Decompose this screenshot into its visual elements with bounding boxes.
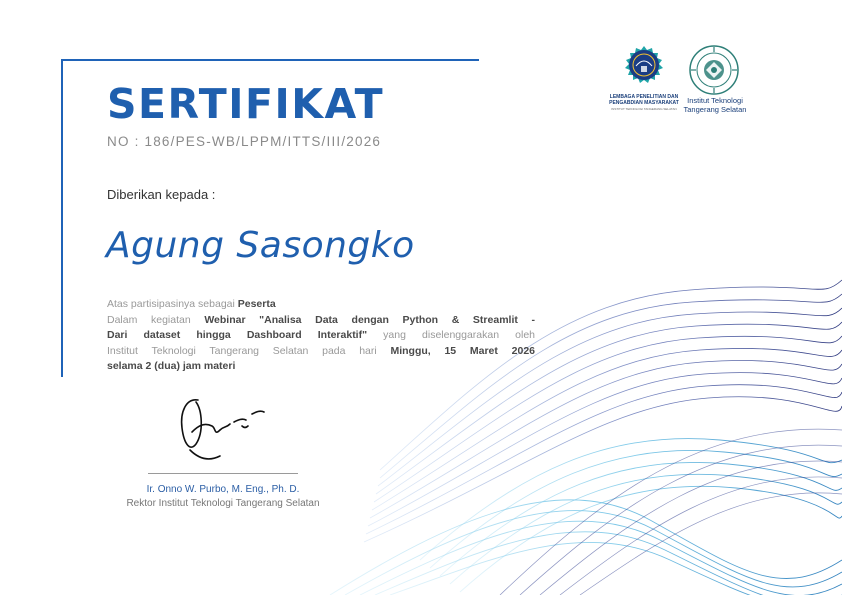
frame-left-line (61, 59, 63, 377)
frame-top-line (61, 59, 479, 61)
event-title-part-2: Dari dataset hingga Dashboard Interaktif" (107, 329, 368, 341)
recipient-name: Agung Sasongko (106, 225, 415, 266)
description-line-4: Institut Teknologi Tangerang Selatan pada hari Minggu, 15 Maret 2026 (107, 344, 535, 357)
description-line-1: Atas partisipasinya sebagai Peserta (107, 298, 276, 310)
event-date: Minggu, 15 Maret 2026 (390, 344, 535, 357)
certificate-description (107, 297, 535, 375)
participant-role: Peserta (237, 298, 276, 310)
itts-logo (688, 44, 740, 96)
description-line-2: Dalam kegiatan Webinar "Analisa Data dengan Python & Streamlit - (107, 313, 535, 326)
given-to-label: Diberikan kepada : (107, 187, 216, 202)
signature-line (148, 473, 298, 474)
itts-logo-text: Institut Teknologi Tangerang Selatan (683, 96, 747, 114)
signer-position: Rektor Institut Teknologi Tangerang Selatan (126, 498, 320, 509)
event-duration: selama 2 (dua) jam materi (107, 360, 236, 372)
signer-name: Ir. Onno W. Purbo, M. Eng., Ph. D. (146, 484, 300, 495)
handwritten-signature (168, 392, 278, 470)
event-title-part-1: Webinar "Analisa Data dengan Python & Streamlit - (204, 313, 535, 326)
certificate-title: SERTIFIKAT (107, 80, 385, 128)
description-line-5 (107, 359, 535, 375)
certificate-number: NO : 186/PES-WB/LPPM/ITTS/III/2026 (107, 134, 382, 149)
lppm-logo-text: LEMBAGA PENELITIAN DAN PENGABDIAN MASYARAKAT INSTITUT TEKNOLOGI TANGERANG SELATAN (609, 94, 679, 111)
description-line-3: Dari dataset hingga Dashboard Interaktif" yang diselenggarakan oleh (107, 329, 536, 341)
